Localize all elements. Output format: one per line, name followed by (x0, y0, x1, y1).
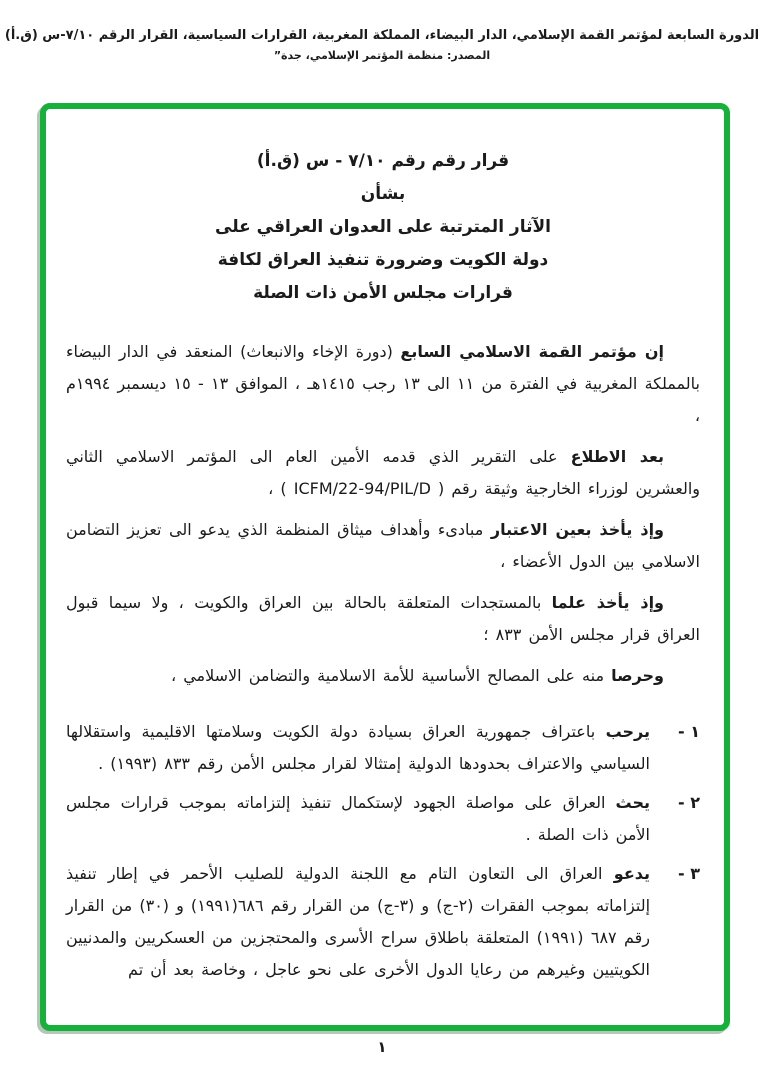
item-lead: يرحب (605, 722, 650, 741)
list-item (66, 858, 700, 986)
item-number: ١ - (678, 722, 700, 741)
document-border-frame (40, 103, 730, 1031)
resolution-title-line-2: دولة الكويت وضرورة تنفيذ العراق لكافة (217, 250, 549, 270)
preamble-text: مبادىء وأهداف ميثاق المنظمة الذي يدعو الى تعزيز التضامن الاسلامي بين الدول الأعضاء ، (66, 520, 700, 571)
preamble-paragraph (66, 587, 700, 651)
preamble-text: (دورة الإخاء والانبعاث) المنعقد في الدار البيضاء بالمملكة المغربية في الفترة من ١١ الى ١٣ رجب ١٤١٥هـ ، الموافق ١٣ - ١٥ ديسمبر ١٩٩٤م ، (66, 342, 701, 425)
resolution-title-line-3: قرارات مجلس الأمن ذات الصلة (253, 283, 513, 303)
preamble-lead: وحرصا (611, 666, 664, 685)
preamble-text: بالمستجدات المتعلقة بالحالة بين العراق والكويت ، ولا سيما قبول العراق قرار مجلس الأمن ٨٣٣ ؛ (66, 593, 700, 644)
resolution-number-line: قرار رقم رقم ٧/١٠ - س (ق.أ) (256, 151, 510, 171)
preamble-paragraph (66, 441, 700, 505)
preamble-paragraph (66, 660, 700, 692)
item-lead: يدعو (613, 864, 650, 883)
resolution-subject-word: بشأن (360, 184, 406, 204)
page-number: ١ (377, 1038, 387, 1056)
header-source-line: المصدر: منظمة المؤتمر الإسلامي، جدة” (273, 49, 491, 62)
preamble-lead: وإذ يأخذ بعين الاعتبار (490, 520, 665, 539)
preamble-text: على التقرير الذي قدمه الأمين العام الى المؤتمر الاسلامي الثاني والعشرين لوزراء الخارجية وثيقة رقم ( ICFM/22-94/PIL/D ) ، (66, 447, 700, 498)
document-content (46, 145, 724, 986)
preamble-text: منه على المصالح الأساسية للأمة الاسلامية والتضامن الاسلامي ، (170, 666, 612, 685)
list-item (66, 716, 700, 780)
item-lead: يحث (615, 793, 650, 812)
preamble-lead: بعد الاطلاع (570, 447, 664, 466)
item-text-block (66, 716, 650, 780)
resolution-title-line-1: الآثار المترتبة على العدوان العراقي على (215, 217, 551, 237)
preamble-paragraph (66, 336, 700, 432)
item-text: باعتراف جمهورية العراق بسيادة دولة الكويت وسلامتها الاقليمية واستقلالها السياسي والاعتراف بحدودها الدولية إمتثالا لقرار مجلس الأمن رقم ٨٣٣ (١٩٩٣) . (66, 722, 650, 773)
item-number: ٢ - (678, 793, 700, 812)
resolution-title-block (66, 145, 700, 310)
item-text: العراق على مواصلة الجهود لإستكمال تنفيذ إلتزاماته بموجب قرارات مجلس الأمن ذات الصلة . (66, 793, 650, 844)
header-session-title: الدورة السابعة لمؤتمر القمة الإسلامي، الدار البيضاء، المملكة المغربية، القرارات السياسية، القرار الرقم ٧/١٠-س (ق.أ) (4, 28, 760, 43)
item-text: العراق الى التعاون التام مع اللجنة الدولية للصليب الأحمر في إطار تنفيذ إلتزاماته بموجب الفقرات (٢-ج) و (٣-ج) من القرار رقم ٦٨٦(١٩٩١) و (٣٠) من القرار رقم ٦٨٧ (١٩٩١) المتعلقة باطلاق سراح الأسرى والمحتجزين من العسكريين والمدنيين الكويتيين وغيرهم من رعايا الدول الأخرى على نحو عاجل ، وخاصة بعد أن تم (66, 864, 651, 979)
list-item (66, 787, 700, 851)
preamble-lead: وإذ يأخذ علما (551, 593, 665, 612)
item-text-block (66, 787, 650, 851)
preamble-lead: إن مؤتمر القمة الاسلامي السابع (400, 342, 665, 361)
resolution-body (66, 336, 700, 986)
operative-paragraph-list (66, 716, 700, 986)
item-number: ٣ - (678, 864, 700, 883)
preamble-paragraph (66, 514, 700, 578)
document-header (0, 28, 764, 62)
item-text-block (66, 858, 650, 986)
